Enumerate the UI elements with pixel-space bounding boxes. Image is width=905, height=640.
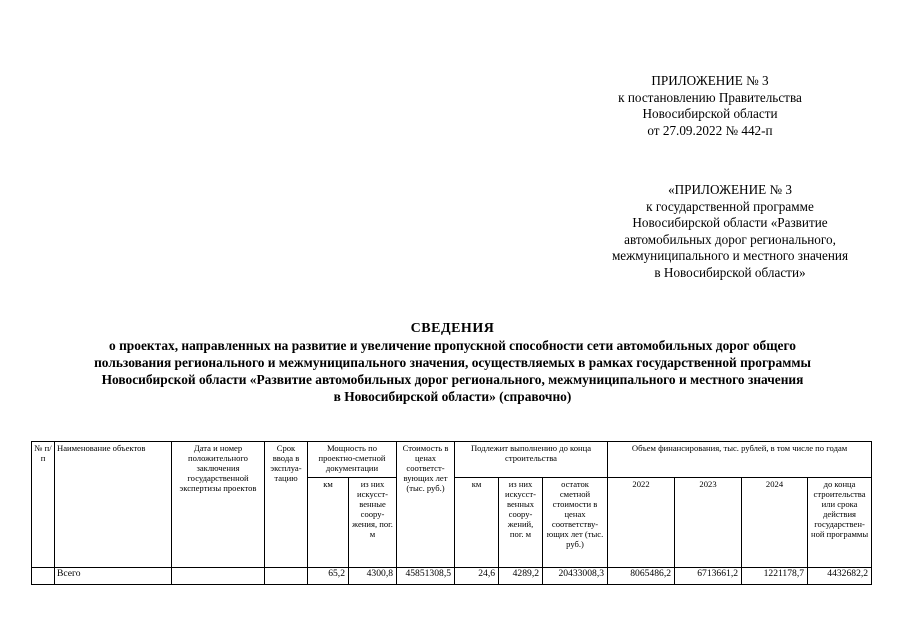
header-commissioning-term: Срок ввода в эксплуа-тацию [265,442,308,568]
total-subject-km: 24,6 [455,568,499,585]
total-capacity-km: 65,2 [308,568,349,585]
header-capacity: Мощность по проектно-сметной документации [308,442,397,478]
header-num: № п/п [32,442,55,568]
appendix-line: межмуниципального и местного значения [611,248,849,263]
total-label: Всего [55,568,172,585]
total-term [265,568,308,585]
header-year-2022: 2022 [608,478,675,568]
header-subject-km: км [455,478,499,568]
title-line: пользования регионального и межмуниципального значения, осуществляемых в рамках государственной программы [94,355,811,370]
header-subject-structures: из них искусст-венных соору-жений, пог. м [499,478,543,568]
header-until-completion: до конца строительства или срока действия государствен-ной программы [808,478,872,568]
title-line: Новосибирской области «Развитие автомобильных дорог регионального, межмуниципального и местного значения [101,372,804,387]
appendix-line: от 27.09.2022 № 442-п [647,122,773,138]
appendix-line: автомобильных дорог регионального, [624,231,836,247]
total-subject-structures: 4289,2 [499,568,543,585]
table-row-total [32,568,872,585]
header-capacity-structures: из них искусст-венные соору-жения, пог. м [349,478,397,568]
header-name: Наименование объектов [55,442,172,568]
total-year-2022: 8065486,2 [608,568,675,585]
appendix-header-resolution [560,73,860,139]
appendix-line: Новосибирской области «Развитие [632,215,828,230]
total-until-completion: 4432682,2 [808,568,872,585]
appendix-line: к государственной программе [646,198,814,214]
document-title [20,320,885,405]
appendix-line: в Новосибирской области» [654,264,806,280]
appendix-line: к постановлению Правительства [618,89,802,105]
appendix-line: ПРИЛОЖЕНИЕ № 3 [651,73,769,88]
header-subject-remaining-cost: остаток сметной стоимости в ценах соответству-ющих лет (тыс. руб.) [543,478,608,568]
total-year-2024: 1221178,7 [742,568,808,585]
total-capacity-structures: 4300,8 [349,568,397,585]
header-year-2023: 2023 [675,478,742,568]
total-subject-remaining-cost: 20433008,3 [543,568,608,585]
header-cost: Стоимость в ценах соответст-вующих лет (тыс. руб.) [397,442,455,568]
header-subject-to-completion: Подлежит выполнению до конца строительства [455,442,608,478]
projects-table [31,441,872,585]
header-financing: Объем финансирования, тыс. рублей, в том числе по годам [608,442,872,478]
header-expertise-date: Дата и номер положительного заключения государственной экспертизы проектов [172,442,265,568]
appendix-line: «ПРИЛОЖЕНИЕ № 3 [668,182,792,197]
appendix-header-program [575,182,885,281]
appendix-line: Новосибирской области [642,106,778,121]
total-cost: 45851308,5 [397,568,455,585]
total-date [172,568,265,585]
total-num [32,568,55,585]
title-line: в Новосибирской области» (справочно) [333,389,572,404]
title-main: СВЕДЕНИЯ [410,321,495,336]
header-year-2024: 2024 [742,478,808,568]
total-year-2023: 6713661,2 [675,568,742,585]
title-line: о проектах, направленных на развитие и увеличение пропускной способности сети автомобильных дорог общего [109,338,796,353]
header-capacity-km: км [308,478,349,568]
